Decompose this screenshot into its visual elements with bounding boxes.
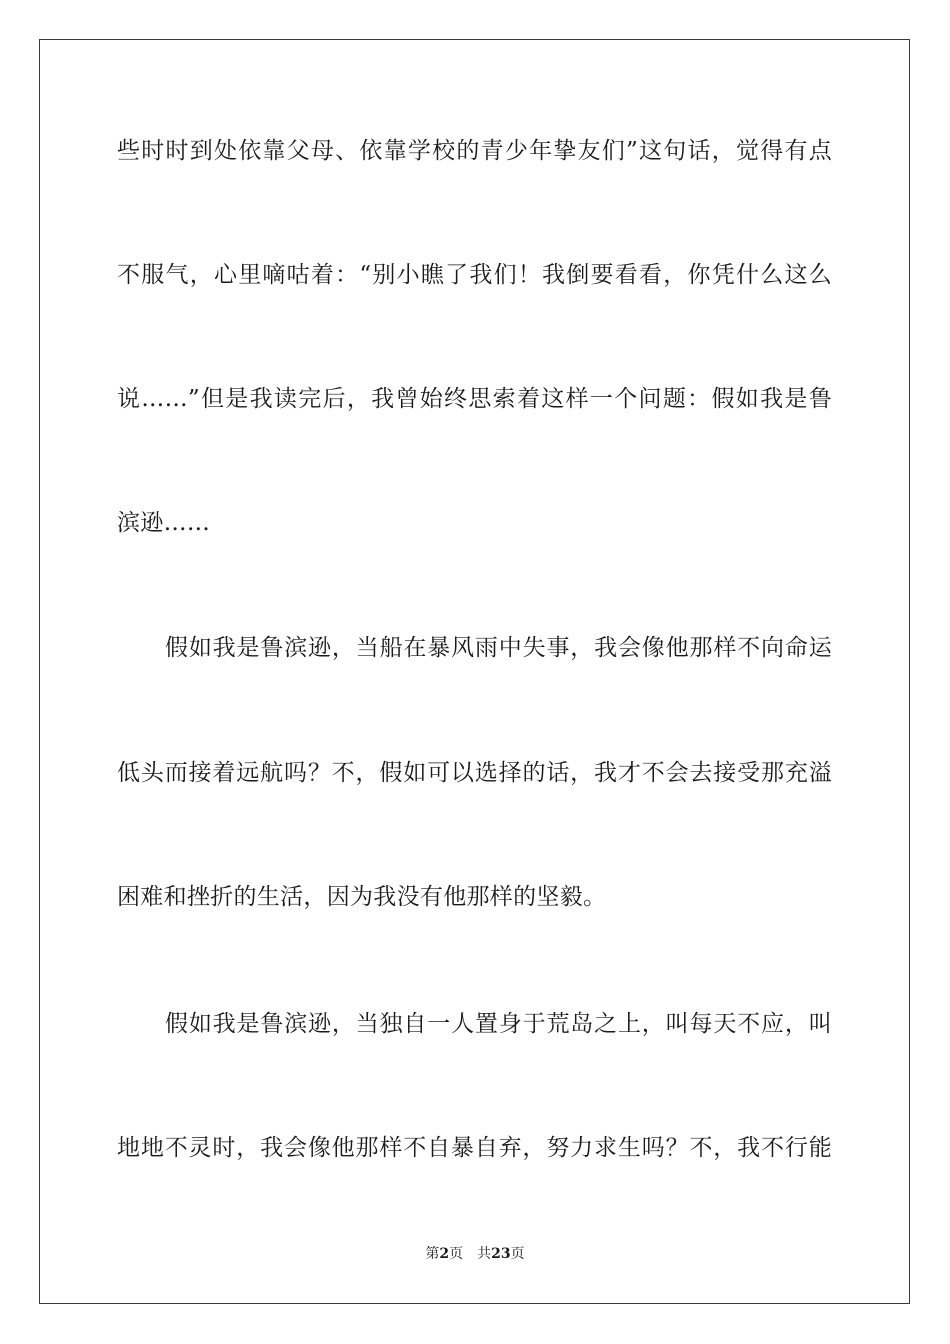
paragraph-first-line: 假如我是鲁滨逊，当独自一人置身于荒岛之上，叫每天不应，叫 [165, 1011, 832, 1037]
page-prefix: 第 [425, 1246, 440, 1262]
text-line: 低头而接着远航吗？不，假如可以选择的话，我才不会去接受那充溢 [117, 760, 832, 786]
paragraph-first-line: 假如我是鲁滨逊，当船在暴风雨中失事，我会像他那样不向命运 [165, 635, 832, 661]
text-line: 滨逊…… [117, 510, 211, 536]
total-suffix: 页 [510, 1246, 525, 1262]
text-line: 地地不灵时，我会像他那样不自暴自弃，努力求生吗？不，我不行能 [117, 1135, 832, 1161]
total-prefix: 共 [477, 1246, 492, 1262]
text-line: 不服气，心里嘀咕着：“别小瞧了我们！我倒要看看，你凭什么这么 [117, 262, 832, 288]
text-line: 说……”但是我读完后，我曾始终思索着这样一个问题：假如我是鲁 [117, 386, 832, 412]
total-pages: 23 [491, 1246, 511, 1262]
text-line: 些时时到处依靠父母、依靠学校的青少年挚友们”这句话，觉得有点 [117, 138, 832, 164]
text-line: 困难和挫折的生活，因为我没有他那样的坚毅。 [117, 884, 607, 910]
page-border [39, 39, 910, 1304]
page-suffix: 页 [449, 1246, 464, 1262]
page-number: 2 [439, 1246, 450, 1262]
page-footer [0, 1245, 950, 1263]
